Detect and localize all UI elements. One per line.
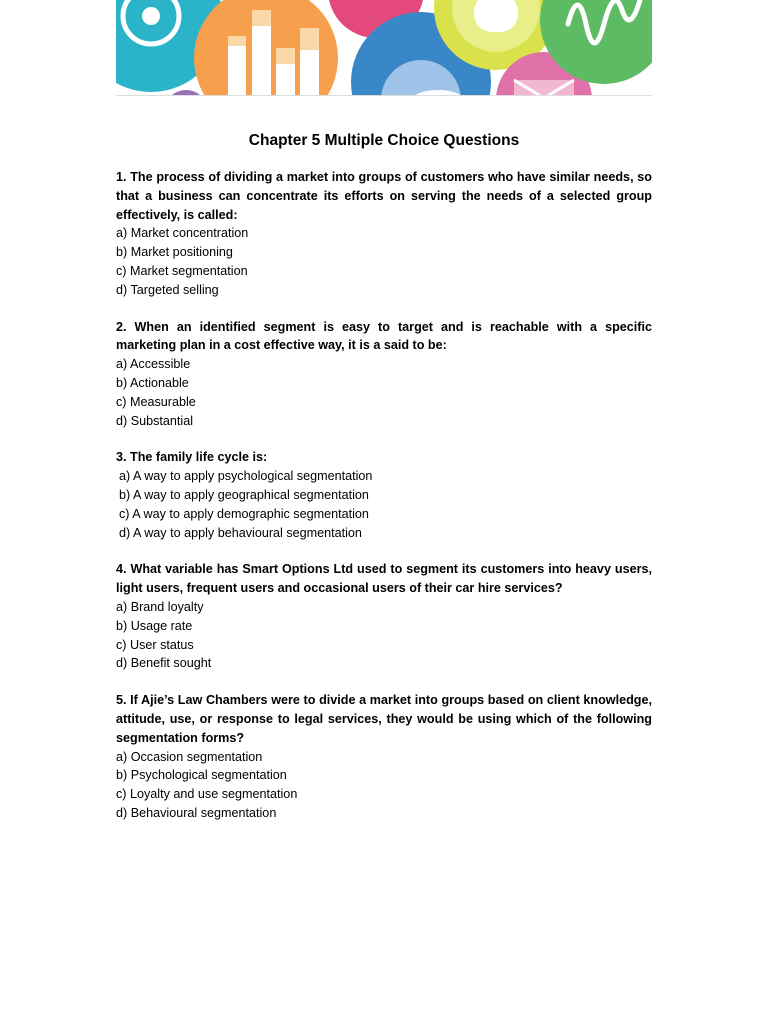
answer-option: d) Targeted selling [116,282,219,297]
bar-chart-icon-bar [276,48,295,64]
bar-chart-icon-bar [228,36,246,46]
question-3 [116,448,652,542]
answer-option: a) Occasion segmentation [116,749,263,764]
answer-option: b) Psychological segmentation [116,768,287,783]
bar-chart-icon-bar [300,28,319,50]
answer-option: b) Usage rate [116,618,193,633]
answer-option: d) Substantial [116,413,194,428]
question-5 [116,691,652,823]
answer-option: b) Actionable [116,375,189,390]
question-4 [116,560,652,673]
answer-option: a) Accessible [116,357,191,372]
answer-option: c) Market segmentation [116,263,248,278]
answer-option: c) A way to apply demographic segmentation [119,506,369,521]
colorful-circles-illustration [116,0,652,96]
answer-option: d) Behavioural segmentation [116,805,277,820]
answer-option: b) Market positioning [116,245,233,260]
header-banner-image [116,0,652,96]
question-text: 5. If Ajie’s Law Chambers were to divide a market into groups based on client knowledge, attitude, use, or response to legal services, they would be using which of the following segmentation forms? [116,693,652,745]
answer-option: a) A way to apply psychological segmentation [119,469,373,484]
document-body [116,130,652,841]
answer-option: d) Benefit sought [116,656,212,671]
answer-option: c) Measurable [116,394,196,409]
bar-chart-icon-bar [252,10,271,26]
question-text: 4. What variable has Smart Options Ltd used to segment its customers into heavy users, light users, frequent users and occasional users of their car hire services? [116,562,652,596]
question-2 [116,318,652,431]
page-title: Chapter 5 Multiple Choice Questions [248,132,520,149]
answer-option: d) A way to apply behavioural segmentation [119,525,362,540]
question-text: 2. When an identified segment is easy to target and is reachable with a specific marketing plan in a cost effective way, it is a said to be: [116,319,652,353]
answer-option: a) Market concentration [116,226,249,241]
target-icon-dot [142,7,160,25]
answer-option: a) Brand loyalty [116,599,204,614]
answer-option: b) A way to apply geographical segmentation [119,487,369,502]
envelope-icon [514,80,574,96]
answer-option: c) User status [116,637,194,652]
question-text: 3. The family life cycle is: [116,450,268,465]
question-1 [116,168,652,300]
question-text: 1. The process of dividing a market into groups of customers who have similar needs, so that a business can concentrate its efforts on serving the needs of a selected group effectively, is called: [116,170,652,222]
answer-option: c) Loyalty and use segmentation [116,787,298,802]
banner-bottom-edge [116,95,652,96]
speech-bubble-icon [474,0,518,32]
